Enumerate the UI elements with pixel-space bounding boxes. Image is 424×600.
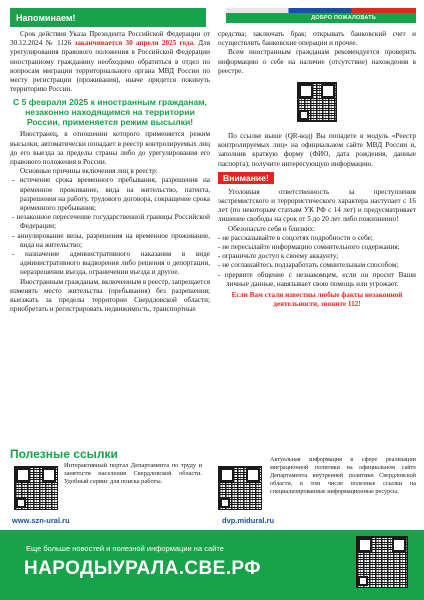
attention-badge: Внимание!: [218, 172, 274, 184]
reason-item: - истечение срока временного пребывания, разрешения на временное проживание, вида на жительство, патента, разрешения на работу, трудового договора, сокращение срока временного пребывания;: [12, 176, 210, 213]
liability-paragraph: Уголовная ответственность за преступления экстремистского и террористического характера наступает с 16 лет (по некоторым статьям УК РФ с 14 лет) и предусматривает лишение свободы на срок от 5 до 20 лет либо пожизненно!: [218, 187, 416, 224]
deadline-text: заканчивается 30 апреля 2025 года.: [74, 39, 195, 48]
left-column: [10, 30, 210, 314]
registry-qr-code-icon[interactable]: [297, 82, 337, 122]
szn-description: Интерактивный портал Департамента по труду и занятости населения Свердловской области. Удобный сервис для поиска работы.: [64, 462, 202, 486]
reminder-label: Напоминаем!: [16, 13, 76, 23]
tip-item: - прервите общение с незнакомцем, если он просит Ваши личные данные, навязывает свою помощь или угрожает.: [218, 270, 416, 288]
dvp-qr-code-icon[interactable]: [218, 466, 262, 510]
reasons-intro: Основные причины включения лиц в реестр:: [20, 167, 158, 176]
tip-item: - не соглашайтесь подзаработать сомнительным способом;: [218, 261, 399, 270]
reminder-banner: [10, 8, 206, 27]
protect-intro: Обезопасьте себя и близких:: [228, 224, 316, 233]
reason-item: - назначение административного наказания в виде административного выдворения либо решения о депортации, неразрешении въезда, ограничении въезда и другое.: [12, 250, 210, 277]
restrictions-continued: средства; заключать брак; открывать банковский счет и осуществлять банковские операции и прочее.: [218, 30, 416, 48]
dvp-link[interactable]: dvp.midural.ru: [222, 516, 275, 525]
tip-item: - ограничьте доступ к своему аккаунту;: [218, 252, 339, 261]
decree-paragraph: Срок действия Указа Президента Российской Федерации от 30.12.2024 № 1126 заканчивается 30 апреля 2025 года. Для урегулирования правового положения в Российской Федерации иностранному гражданину необходимо обратиться в отдел по вопросам миграции территориального органа МВД России по месту регистрации (проживания), иначе придется покинуть территорию России.: [10, 30, 211, 94]
registry-instructions: По ссылке выше (QR-код) Вы попадете в модуль «Реестр контролируемых лиц» на официальном сайте МВД России и, заполнив краткую форму (ФИО, дата рождения, данные паспорта), получите интересующую информацию.: [218, 132, 416, 168]
footer-tagline: Еще больше новостей и полезной информации на сайте: [26, 544, 224, 553]
footer-qr-code-icon[interactable]: [356, 536, 408, 588]
tip-item: - не пересылайте информацию сомнительного содержания;: [218, 243, 400, 252]
check-registry-paragraph: Всем иностранным гражданам рекомендуется проверить информацию о себе на наличие (отсутствие) нахождения в реестре.: [218, 48, 416, 75]
dvp-description: Актуальная информация в сфере реализации миграционной политики на официальном сайте Департамента внутренней политики Свердловской области, в том числе полезные ссылки на специализированные информационные ресурсы.: [270, 456, 416, 495]
reason-item: - аннулирование визы, разрешения на временное проживание, вида на жительство;: [12, 231, 210, 249]
welcome-banner: [226, 13, 416, 23]
reason-item: - незаконное пересечение государственной границы Российской Федерации;: [12, 213, 210, 231]
footer-banner: [0, 530, 424, 600]
welcome-label: ДОБРО ПОЖАЛОВАТЬ: [311, 15, 376, 21]
footer-site-link[interactable]: НАРОДЫУРАЛА.СВЕ.РФ: [24, 558, 261, 579]
right-column: [218, 30, 416, 309]
restrictions-paragraph: Иностранным гражданам, включенным в реестр, запрещается изменять место жительства (пребывания) без разрешения; выезжать за пределы территории Свердловской области; приобретать и регистрировать недвижимость, транспортные: [10, 277, 210, 314]
emergency-call-text: Если Вам стали известны любые факты незаконной деятельности, звоните 112!: [231, 291, 403, 309]
expulsion-paragraph: Иностранец, в отношении которого применяется режим высылки, автоматически попадает в реестр контролируемых лиц до его выезда за пределы страны либо до урегулирования его правового положения в России.: [10, 130, 210, 167]
useful-links-title: Полезные ссылки: [10, 447, 118, 461]
expulsion-heading: С 5 февраля 2025 к иностранным гражданам, незаконно находящимся на территории России, применяется режим высылки!: [12, 97, 208, 128]
tip-item: - не рассказывайте в соцсетях подробности о себе;: [218, 233, 373, 242]
szn-link[interactable]: www.szn-ural.ru: [12, 516, 70, 525]
szn-qr-code-icon[interactable]: [14, 466, 58, 510]
